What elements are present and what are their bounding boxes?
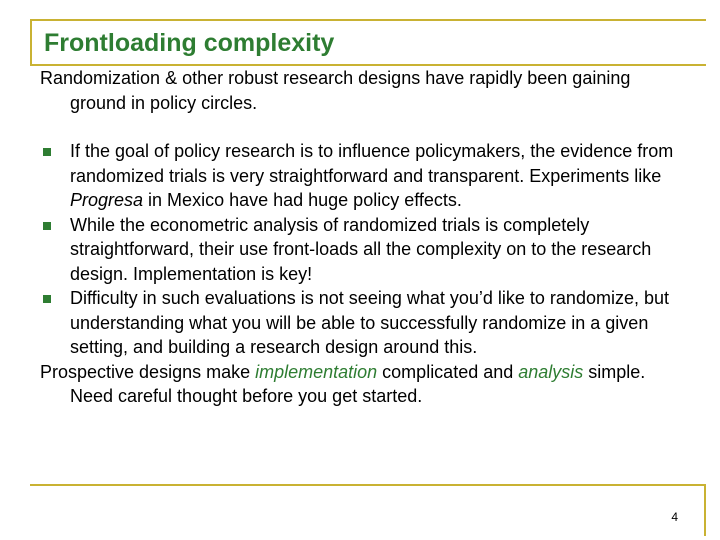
closing-text-1: Prospective designs make: [40, 361, 256, 382]
bullet-item-3: [40, 286, 680, 360]
closing-text-2: complicated and: [377, 361, 519, 382]
closing-emphasis-implementation: implementation: [255, 361, 378, 382]
paragraph-spacer: [40, 115, 680, 139]
slide-body: [40, 66, 680, 409]
intro-paragraph: Randomization & other robust research designs have rapidly been gaining ground in policy circles.: [40, 68, 631, 113]
square-bullet-icon: [43, 148, 51, 156]
bullet-3-text: Difficulty in such evaluations is not seeing what you’d like to randomize, but understanding what you will be able to successfully randomize in a given setting, and building a research design around this.: [70, 288, 669, 357]
frame-top-line: [30, 19, 706, 21]
bullet-item-2: [40, 213, 680, 287]
bullet-item-1: [40, 139, 680, 213]
frame-left-line: [30, 19, 32, 65]
footer-rule: [30, 484, 706, 486]
square-bullet-icon: [43, 222, 51, 230]
bullet-1-text-progresa: Progresa: [70, 190, 144, 210]
bullet-1-text-b: in Mexico have had huge policy effects.: [143, 190, 462, 210]
bullet-1-text-a: If the goal of policy research is to influence policymakers, the evidence from randomized trials is very straightforward and transparent. Experiments like: [70, 141, 674, 186]
footer-right-line: [704, 484, 706, 536]
closing-emphasis-analysis: analysis: [518, 361, 584, 382]
closing-text-3: simple. Need careful thought before you get started.: [70, 361, 646, 406]
square-bullet-icon: [43, 295, 51, 303]
page-number: 4: [671, 510, 678, 524]
bullet-2-text: While the econometric analysis of randomized trials is completely straightforward, their use front-loads all the complexity on to the research design. Implementation is key!: [70, 214, 652, 284]
closing-paragraph: [40, 360, 680, 409]
slide-title: Frontloading complexity: [44, 29, 335, 57]
